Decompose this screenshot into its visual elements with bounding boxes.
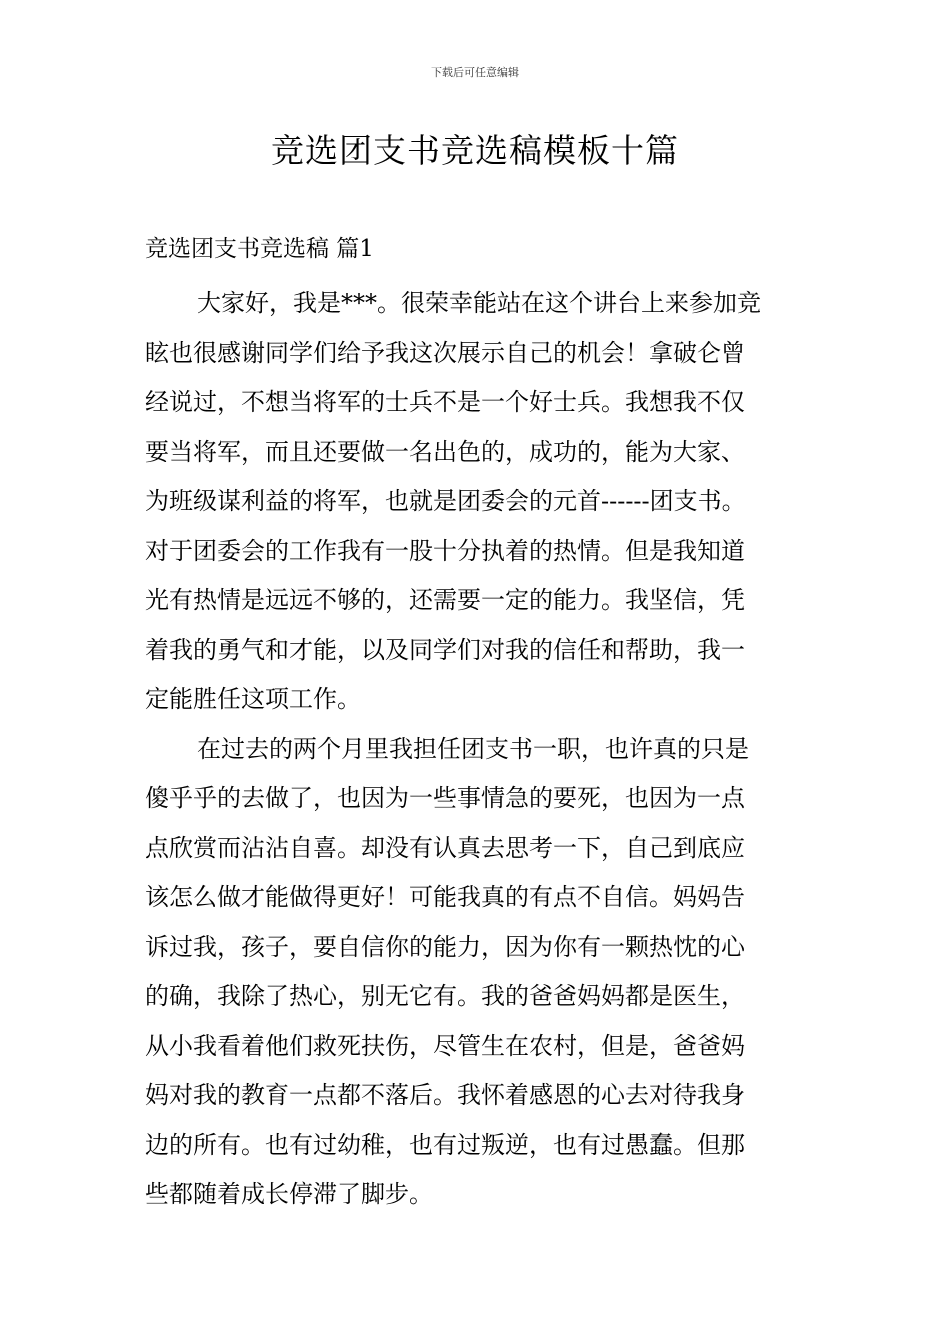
text-line: 该怎么做才能做得更好！可能我真的有点不自信。妈妈告 [145, 883, 745, 911]
text-line: 着我的勇气和才能，以及同学们对我的信任和帮助，我一 [145, 635, 745, 664]
text-line: 在过去的两个月里我担任团支书一职，也许真的只是 [197, 734, 749, 763]
paragraph-2 [145, 725, 825, 1220]
text-line: 光有热情是远远不够的，还需要一定的能力。我坚信，凭 [145, 586, 745, 614]
text-line: 从小我看着他们救死扶伤，尽管生在农村，但是，爸爸妈 [145, 1031, 745, 1060]
text-line: 为班级谋利益的将军，也就是团委会的元首------团支书。 [145, 487, 746, 515]
document-title: 竞选团支书竞选稿模板十篇 [271, 131, 679, 170]
header-note: 下载后可任意编辑 [431, 66, 519, 79]
text-line: 点欣赏而沾沾自喜。却没有认真去思考一下，自己到底应 [145, 833, 745, 862]
section-heading: 竞选团支书竞选稿 篇1 [145, 236, 374, 262]
text-line: 眩也很感谢同学们给予我这次展示自己的机会！拿破仑曾 [145, 338, 745, 367]
text-line: 傻乎乎的去做了，也因为一些事情急的要死，也因为一点 [145, 784, 745, 812]
text-line: 大家好，我是***。很荣幸能站在这个讲台上来参加竞 [197, 289, 761, 317]
text-line: 的确，我除了热心，别无它有。我的爸爸妈妈都是医生， [145, 982, 745, 1010]
text-line: 些都随着成长停滞了脚步。 [145, 1180, 433, 1208]
text-line: 诉过我，孩子，要自信你的能力，因为你有一颗热忱的心 [145, 932, 745, 961]
text-line: 要当将军，而且还要做一名出色的，成功的，能为大家、 [145, 437, 745, 466]
text-line: 妈对我的教育一点都不落后。我怀着感恩的心去对待我身 [145, 1081, 745, 1109]
text-line: 对于团委会的工作我有一股十分执着的热情。但是我知道 [145, 536, 745, 565]
document-body [145, 229, 825, 1220]
text-line: 定能胜任这项工作。 [145, 685, 361, 713]
text-line: 经说过，不想当将军的士兵不是一个好士兵。我想我不仅 [145, 388, 745, 416]
paragraph-1 [145, 279, 825, 725]
text-line: 边的所有。也有过幼稚，也有过叛逆，也有过愚蠢。但那 [145, 1130, 745, 1159]
